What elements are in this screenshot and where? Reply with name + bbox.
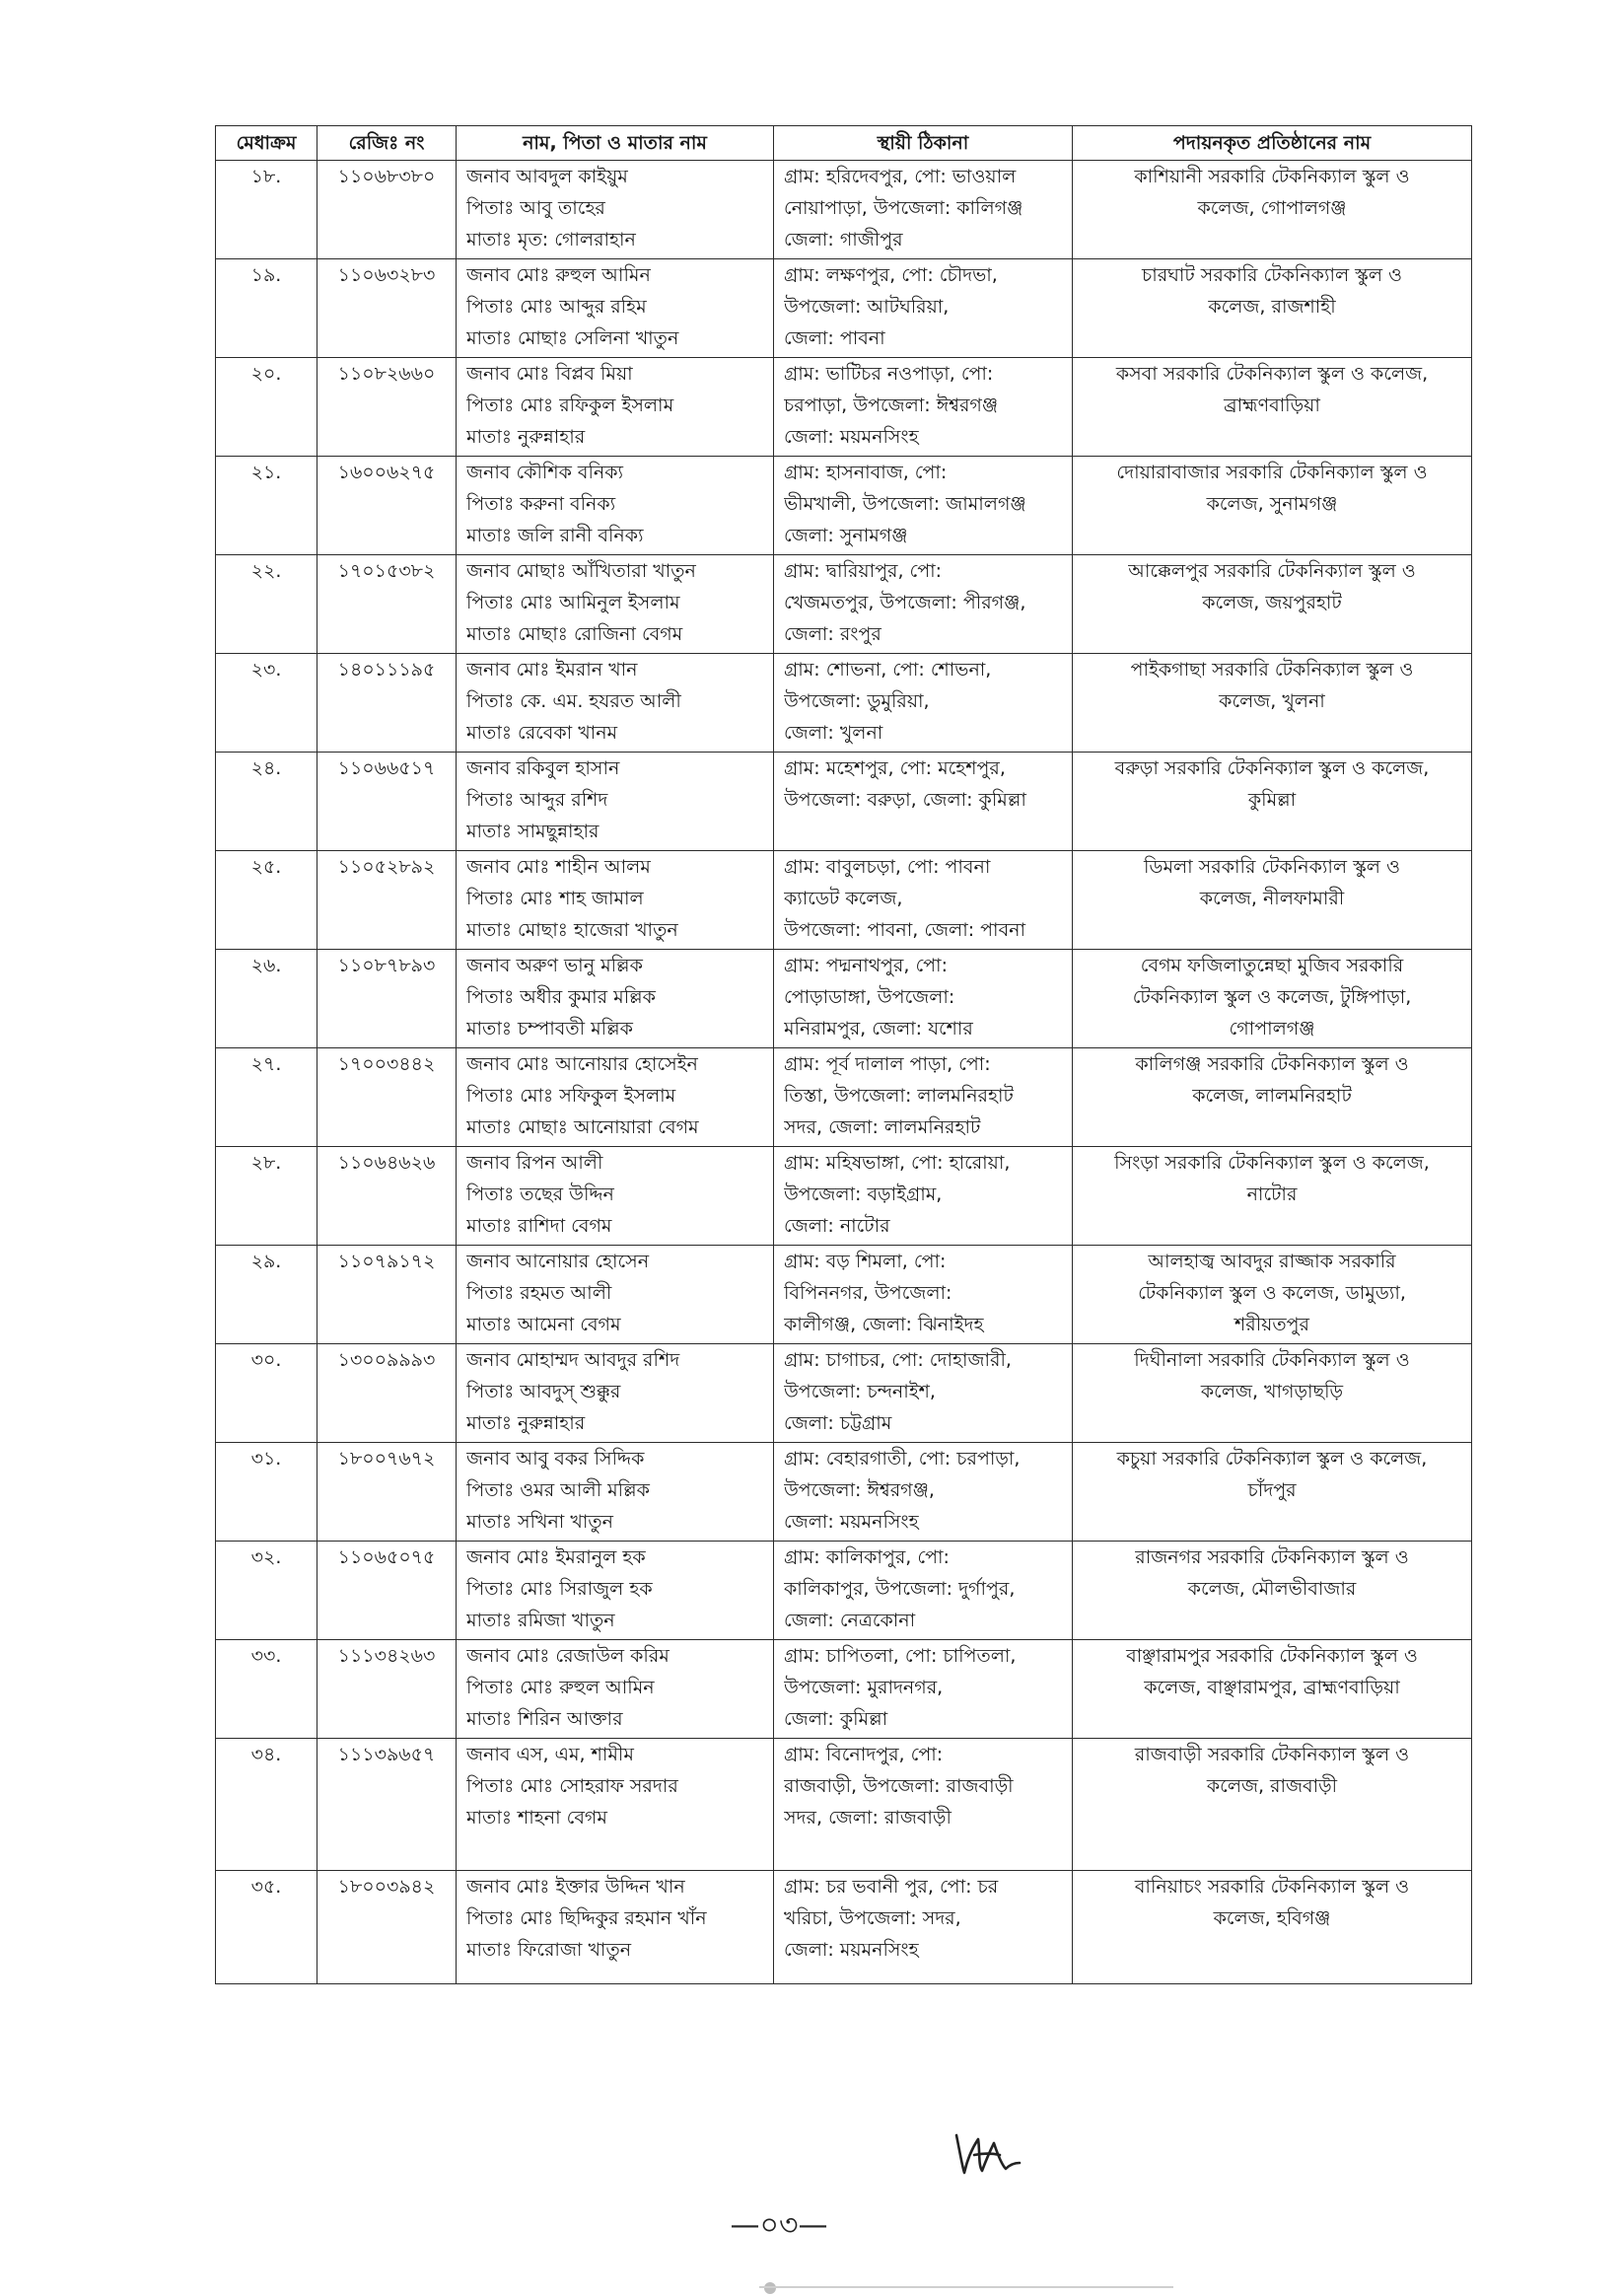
cell-address — [774, 753, 1073, 851]
cell-name-line: জনাব মোঃ বিপ্লব মিয়া — [466, 363, 633, 385]
cell-serial: ২১. — [216, 457, 317, 555]
table-row — [216, 457, 1472, 555]
table-row — [216, 1344, 1472, 1443]
cell-institution-line: রাজনগর সরকারি টেকনিক্যাল স্কুল ও — [1135, 1546, 1409, 1568]
cell-serial: ২০. — [216, 358, 317, 457]
cell-name-line: মাতাঃ সামছুন্নাহার — [466, 821, 599, 842]
header-serial: মেধাক্রম — [216, 126, 317, 161]
cell-serial: ২২. — [216, 555, 317, 654]
cell-address-line: জেলা: সুনামগঞ্জ — [784, 525, 908, 546]
table-row — [216, 1542, 1472, 1640]
cell-institution-line: টেকনিক্যাল স্কুল ও কলেজ, টুঙ্গিপাড়া, — [1132, 986, 1412, 1008]
cell-name — [457, 654, 774, 753]
cell-name — [457, 1048, 774, 1147]
cell-name-line: জনাব মোহাম্মদ আবদুর রশিদ — [466, 1349, 680, 1371]
cell-name — [457, 1246, 774, 1344]
cell-address-line: খরিচা, উপজেলা: সদর, — [784, 1907, 961, 1929]
cell-address-line: উপজেলা: পাবনা, জেলা: পাবনা — [784, 919, 1025, 941]
cell-name-line: পিতাঃ মোঃ সিরাজুল হক — [466, 1578, 653, 1600]
cell-name-line: মাতাঃ মোছাঃ রোজিনা বেগম — [466, 623, 683, 645]
cell-address-line: গ্রাম: হরিদেবপুর, পো: ভাওয়াল — [784, 166, 1017, 187]
cell-address-line: গ্রাম: চাগাচর, পো: দোহাজারী, — [784, 1349, 1012, 1371]
cell-name-line: পিতাঃ মোঃ সোহরাফ সরদার — [466, 1775, 678, 1797]
cell-name-line: জনাব মোঃ রেজাউল করিম — [466, 1645, 670, 1667]
cell-serial: ৩১. — [216, 1443, 317, 1542]
table-row — [216, 654, 1472, 753]
cell-institution — [1073, 1640, 1472, 1739]
cell-name-line: পিতাঃ ওমর আলী মল্লিক — [466, 1479, 650, 1501]
cell-name — [457, 1640, 774, 1739]
cell-name — [457, 1443, 774, 1542]
cell-institution-line: বাঞ্ছারামপুর সরকারি টেকনিক্যাল স্কুল ও — [1126, 1645, 1418, 1667]
table-row — [216, 851, 1472, 950]
cell-name-line: পিতাঃ আবু তাহের — [466, 197, 605, 219]
cell-institution-line: ডিমলা সরকারি টেকনিক্যাল স্কুল ও — [1144, 856, 1400, 878]
cell-address-line: গ্রাম: চর ভবানী পুর, পো: চর — [784, 1876, 999, 1898]
cell-reg-no: ১১০৬৮৩৮০ — [317, 161, 457, 259]
cell-institution-line: কাশিয়ানী সরকারি টেকনিক্যাল স্কুল ও — [1134, 166, 1410, 187]
cell-name-line: মাতাঃ আমেনা বেগম — [466, 1314, 621, 1335]
cell-reg-no: ১৮০০৭৬৭২ — [317, 1443, 457, 1542]
cell-address-line: উপজেলা: ঈশ্বরগঞ্জ, — [784, 1479, 935, 1501]
cell-institution-line: নাটোর — [1246, 1184, 1298, 1205]
cell-name-line: পিতাঃ মোঃ আমিনুল ইসলাম — [466, 592, 680, 613]
cell-name-line: জনাব মোঃ ইমরান খান — [466, 659, 638, 681]
cell-address-line: খেজমতপুর, উপজেলা: পীরগঞ্জ, — [784, 592, 1026, 613]
cell-institution — [1073, 1246, 1472, 1344]
cell-name-line: জনাব আবদুল কাইয়ুম — [466, 166, 628, 187]
cell-serial: ৩৫. — [216, 1871, 317, 1984]
cell-address — [774, 1443, 1073, 1542]
cell-name-line: পিতাঃ মোঃ রুহুল আমিন — [466, 1677, 655, 1698]
cell-institution-line: কসবা সরকারি টেকনিক্যাল স্কুল ও কলেজ, — [1115, 363, 1429, 385]
cell-name-line: পিতাঃ কে. এম. হযরত আলী — [466, 690, 681, 712]
cell-address-line: নোয়াপাড়া, উপজেলা: কালিগঞ্জ — [784, 197, 1023, 219]
cell-address-line: গ্রাম: কালিকাপুর, পো: — [784, 1546, 950, 1568]
cell-address-line: কালিকাপুর, উপজেলা: দুর্গাপুর, — [784, 1578, 1016, 1600]
cell-address-line: উপজেলা: বড়াইগ্রাম, — [784, 1184, 943, 1205]
cell-name — [457, 1739, 774, 1871]
cell-address-line: জেলা: চট্টগ্রাম — [784, 1412, 892, 1434]
cell-name — [457, 161, 774, 259]
cell-serial: ৩০. — [216, 1344, 317, 1443]
cell-institution-line: কচুয়া সরকারি টেকনিক্যাল স্কুল ও কলেজ, — [1116, 1448, 1428, 1470]
cell-name-line: জনাব রিপন আলী — [466, 1152, 603, 1174]
cell-institution-line: বানিয়াচং সরকারি টেকনিক্যাল স্কুল ও — [1134, 1876, 1410, 1898]
cell-institution — [1073, 1542, 1472, 1640]
cell-address — [774, 259, 1073, 358]
cell-name-line: পিতাঃ তছের উদ্দিন — [466, 1184, 614, 1205]
cell-name-line: মাতাঃ মৃত: গোলরাহান — [466, 229, 636, 251]
cell-address-line: কালীগঞ্জ, জেলা: ঝিনাইদহ — [784, 1314, 984, 1335]
cell-institution — [1073, 1443, 1472, 1542]
cell-name-line: পিতাঃ মোঃ সফিকুল ইসলাম — [466, 1085, 676, 1107]
cell-address-line: উপজেলা: বরুড়া, জেলা: কুমিল্লা — [784, 789, 1026, 811]
cell-address-line: গ্রাম: ভাটিচর নওপাড়া, পো: — [784, 363, 994, 385]
cell-name-line: পিতাঃ রহমত আলী — [466, 1282, 612, 1304]
cell-address-line: জেলা: কুমিল্লা — [784, 1708, 888, 1730]
cell-reg-no: ১১০৬৫০৭৫ — [317, 1542, 457, 1640]
cell-name-line: মাতাঃ মোছাঃ আনোয়ারা বেগম — [466, 1116, 699, 1138]
cell-name-line: জনাব কৌশিক বনিক্য — [466, 462, 624, 483]
cell-institution-line: টেকনিক্যাল স্কুল ও কলেজ, ডামুড্যা, — [1138, 1282, 1406, 1304]
cell-address-line: জেলা: খুলনা — [784, 722, 883, 744]
cell-address-line: গ্রাম: শোভনা, পো: শোভনা, — [784, 659, 992, 681]
cell-name-line: পিতাঃ আব্দুর রশিদ — [466, 789, 608, 811]
cell-institution-line: দোয়ারাবাজার সরকারি টেকনিক্যাল স্কুল ও — [1116, 462, 1428, 483]
cell-address-line: জেলা: ময়মনসিংহ — [784, 1939, 919, 1961]
cell-address-line: গ্রাম: পদ্মনাথপুর, পো: — [784, 955, 948, 976]
cell-name-line: মাতাঃ মোছাঃ হাজেরা খাতুন — [466, 919, 678, 941]
cell-institution — [1073, 259, 1472, 358]
cell-name-line: জনাব আবু বকর সিদ্দিক — [466, 1448, 645, 1470]
page-number: —০৩— — [730, 2208, 828, 2243]
cell-institution — [1073, 1871, 1472, 1984]
cell-address-line: গ্রাম: লক্ষণপুর, পো: চৌদভা, — [784, 264, 998, 286]
table-row — [216, 950, 1472, 1048]
cell-address — [774, 851, 1073, 950]
cell-name-line: মাতাঃ জলি রানী বনিক্য — [466, 525, 644, 546]
cell-name-line: জনাব মোঃ ইমরানুল হক — [466, 1546, 646, 1568]
cell-address — [774, 1871, 1073, 1984]
cell-institution-line: কলেজ, খাগড়াছড়ি — [1200, 1381, 1344, 1402]
cell-institution-line: কলেজ, লালমনিরহাট — [1192, 1085, 1352, 1107]
cell-name-line: জনাব মোঃ আনোয়ার হোসেইন — [466, 1053, 698, 1075]
cell-reg-no: ১৭০০৩৪৪২ — [317, 1048, 457, 1147]
cell-name — [457, 851, 774, 950]
cell-reg-no: ১১০৬৩২৮৩ — [317, 259, 457, 358]
appointment-table — [215, 125, 1472, 1984]
cell-institution-line: কলেজ, রাজবাড়ী — [1206, 1775, 1338, 1797]
cell-reg-no: ১১০৬৪৬২৬ — [317, 1147, 457, 1246]
cell-institution — [1073, 555, 1472, 654]
cell-institution-line: কলেজ, জয়পুরহাট — [1202, 592, 1342, 613]
cell-address-line: ভীমখালী, উপজেলা: জামালগঞ্জ — [784, 493, 1026, 515]
header-name: নাম, পিতা ও মাতার নাম — [457, 126, 774, 161]
cell-serial: ১৮. — [216, 161, 317, 259]
cell-reg-no: ১১১৩৪২৬৩ — [317, 1640, 457, 1739]
header-reg-no: রেজিঃ নং — [317, 126, 457, 161]
cell-serial: ২৮. — [216, 1147, 317, 1246]
cell-address-line: গ্রাম: চাপিতলা, পো: চাপিতলা, — [784, 1645, 1017, 1667]
table-header-row — [216, 126, 1472, 161]
table-row — [216, 555, 1472, 654]
cell-name-line: মাতাঃ শিরিন আক্তার — [466, 1708, 623, 1730]
cell-name — [457, 1542, 774, 1640]
cell-reg-no: ১১১৩৯৬৫৭ — [317, 1739, 457, 1871]
cell-reg-no: ১১০৭৯১৭২ — [317, 1246, 457, 1344]
cell-address-line: জেলা: ময়মনসিংহ — [784, 1511, 919, 1533]
cell-address — [774, 1542, 1073, 1640]
cell-address-line: উপজেলা: মুরাদনগর, — [784, 1677, 944, 1698]
cell-name — [457, 950, 774, 1048]
table-body — [216, 161, 1472, 1984]
cell-address — [774, 1344, 1073, 1443]
cell-serial: ২৫. — [216, 851, 317, 950]
cell-address-line: উপজেলা: আটঘরিয়া, — [784, 296, 950, 318]
cell-address — [774, 1147, 1073, 1246]
cell-name-line: জনাব মোঃ রুহুল আমিন — [466, 264, 651, 286]
cell-address-line: রাজবাড়ী, উপজেলা: রাজবাড়ী — [784, 1775, 1014, 1797]
signature-mark — [949, 2125, 1025, 2181]
cell-institution — [1073, 950, 1472, 1048]
cell-name — [457, 1147, 774, 1246]
cell-institution-line: কলেজ, মৌলভীবাজার — [1187, 1578, 1357, 1600]
cell-name-line: মাতাঃ রাশিদা বেগম — [466, 1215, 612, 1237]
cell-reg-no: ১১০৫২৮৯২ — [317, 851, 457, 950]
cell-address-line: জেলা: পাবনা — [784, 327, 885, 349]
cell-address-line: গ্রাম: মহিষভাঙ্গা, পো: হারোয়া, — [784, 1152, 1011, 1174]
cell-address — [774, 457, 1073, 555]
cell-name-line: পিতাঃ মোঃ আব্দুর রহিম — [466, 296, 647, 318]
cell-address-line: জেলা: রংপুর — [784, 623, 882, 645]
cell-institution — [1073, 851, 1472, 950]
cell-serial: ৩৪. — [216, 1739, 317, 1871]
cell-serial: ১৯. — [216, 259, 317, 358]
cell-institution-line: শরীয়তপুর — [1234, 1314, 1309, 1335]
cell-name — [457, 555, 774, 654]
cell-name-line: মাতাঃ নুরুন্নাহার — [466, 426, 586, 448]
cell-name-line: মাতাঃ রেবেকা খানম — [466, 722, 618, 744]
cell-reg-no: ১৪০১১১৯৫ — [317, 654, 457, 753]
cell-institution-line: বরুড়া সরকারি টেকনিক্যাল স্কুল ও কলেজ, — [1114, 757, 1430, 779]
cell-serial: ২৩. — [216, 654, 317, 753]
cell-name-line: পিতাঃ আবদুস্ শুক্কুর — [466, 1381, 621, 1402]
cell-institution-line: পাইকগাছা সরকারি টেকনিক্যাল স্কুল ও — [1130, 659, 1414, 681]
cell-institution-line: রাজবাড়ী সরকারি টেকনিক্যাল স্কুল ও — [1134, 1744, 1410, 1765]
cell-reg-no: ১১০৬৬৫১৭ — [317, 753, 457, 851]
cell-reg-no: ১১০৮২৬৬০ — [317, 358, 457, 457]
cell-name — [457, 259, 774, 358]
cell-name-line: মাতাঃ রমিজা খাতুন — [466, 1610, 615, 1631]
cell-address-line: গ্রাম: বিনোদপুর, পো: — [784, 1744, 944, 1765]
cell-institution-line: চাঁদপুর — [1247, 1479, 1297, 1501]
cell-address-line: ক্যাডেট কলেজ, — [784, 888, 903, 909]
cell-name-line: পিতাঃ অধীর কুমার মল্লিক — [466, 986, 656, 1008]
cell-address-line: উপজেলা: চন্দনাইশ, — [784, 1381, 936, 1402]
cell-serial: ২৯. — [216, 1246, 317, 1344]
cell-address — [774, 950, 1073, 1048]
cell-address-line: গ্রাম: হাসনাবাজ, পো: — [784, 462, 948, 483]
cell-name-line: পিতাঃ মোঃ রফিকুল ইসলাম — [466, 395, 674, 416]
cell-name — [457, 457, 774, 555]
table-row — [216, 1147, 1472, 1246]
cell-institution — [1073, 1147, 1472, 1246]
table-row — [216, 1739, 1472, 1871]
cell-address-line: সদর, জেলা: রাজবাড়ী — [784, 1807, 952, 1829]
cell-address — [774, 1048, 1073, 1147]
cell-institution — [1073, 1344, 1472, 1443]
cell-reg-no: ১৮০০৩৯৪২ — [317, 1871, 457, 1984]
header-institution: পদায়নকৃত প্রতিষ্ঠানের নাম — [1073, 126, 1472, 161]
cell-address — [774, 1739, 1073, 1871]
table-row — [216, 259, 1472, 358]
cell-institution-line: আক্কেলপুর সরকারি টেকনিক্যাল স্কুল ও — [1128, 560, 1416, 582]
cell-address-line: বিপিননগর, উপজেলা: — [784, 1282, 952, 1304]
table-row — [216, 1246, 1472, 1344]
cell-institution-line: কলেজ, গোপালগঞ্জ — [1197, 197, 1347, 219]
cell-address-line: সদর, জেলা: লালমনিরহাট — [784, 1116, 981, 1138]
cell-address-line: পোড়াডাঙ্গা, উপজেলা: — [784, 986, 955, 1008]
cell-address — [774, 1246, 1073, 1344]
cell-institution — [1073, 457, 1472, 555]
cell-name-line: মাতাঃ মোছাঃ সেলিনা খাতুন — [466, 327, 679, 349]
cell-address — [774, 555, 1073, 654]
cell-address-line: জেলা: গাজীপুর — [784, 229, 903, 251]
cell-name-line: মাতাঃ চম্পাবতী মল্লিক — [466, 1018, 633, 1040]
cell-name — [457, 1344, 774, 1443]
cell-reg-no: ১৭০১৫৩৮২ — [317, 555, 457, 654]
cell-reg-no: ১১০৮৭৮৯৩ — [317, 950, 457, 1048]
cell-name-line: জনাব মোছাঃ আঁখিতারা খাতুন — [466, 560, 696, 582]
cell-institution-line: দিঘীনালা সরকারি টেকনিক্যাল স্কুল ও — [1134, 1349, 1410, 1371]
cell-address — [774, 654, 1073, 753]
cell-institution-line: বেগম ফজিলাতুন্নেছা মুজিব সরকারি — [1140, 955, 1404, 976]
cell-institution — [1073, 1048, 1472, 1147]
cell-institution-line: কলেজ, হবিগঞ্জ — [1213, 1907, 1331, 1929]
cell-address-line: উপজেলা: ডুমুরিয়া, — [784, 690, 930, 712]
cell-name-line: মাতাঃ সখিনা খাতুন — [466, 1511, 613, 1533]
cell-serial: ২৭. — [216, 1048, 317, 1147]
cell-name-line: পিতাঃ করুনা বনিক্য — [466, 493, 616, 515]
cell-name-line: পিতাঃ মোঃ ছিদ্দিকুর রহমান খাঁন — [466, 1907, 707, 1929]
cell-name — [457, 1871, 774, 1984]
cell-institution — [1073, 654, 1472, 753]
cell-name-line: পিতাঃ মোঃ শাহ জামাল — [466, 888, 644, 909]
cell-reg-no: ১৬০০৬২৭৫ — [317, 457, 457, 555]
cell-address-line: গ্রাম: বড় শিমলা, পো: — [784, 1251, 947, 1272]
cell-institution-line: কলেজ, খুলনা — [1219, 690, 1325, 712]
table-row — [216, 1048, 1472, 1147]
cell-address — [774, 358, 1073, 457]
cell-institution-line: কলেজ, রাজশাহী — [1208, 296, 1336, 318]
cell-institution — [1073, 161, 1472, 259]
cell-serial: ২৬. — [216, 950, 317, 1048]
cell-institution-line: ব্রাহ্মণবাড়িয়া — [1224, 395, 1320, 416]
cell-serial: ৩২. — [216, 1542, 317, 1640]
table-row — [216, 753, 1472, 851]
cell-institution-line: চারঘাট সরকারি টেকনিক্যাল স্কুল ও — [1141, 264, 1403, 286]
cell-address-line: গ্রাম: বাবুলচড়া, পো: পাবনা — [784, 856, 991, 878]
cell-name-line: জনাব মোঃ শাহীন আলম — [466, 856, 651, 878]
cell-name-line: জনাব রকিবুল হাসান — [466, 757, 620, 779]
cell-institution — [1073, 1739, 1472, 1871]
cell-address-line: গ্রাম: বেহারগাতী, পো: চরপাড়া, — [784, 1448, 1021, 1470]
cell-institution-line: কলেজ, বাঞ্ছারামপুর, ব্রাহ্মণবাড়িয়া — [1144, 1677, 1400, 1698]
cell-institution — [1073, 753, 1472, 851]
header-address: স্থায়ী ঠিকানা — [774, 126, 1073, 161]
cell-serial: ৩৩. — [216, 1640, 317, 1739]
cell-institution-line: কালিগঞ্জ সরকারি টেকনিক্যাল স্কুল ও — [1135, 1053, 1409, 1075]
cell-address-line: তিস্তা, উপজেলা: লালমনিরহাট — [784, 1085, 1014, 1107]
cell-name-line: জনাব এস, এম, শামীম — [466, 1744, 634, 1765]
cell-name-line: জনাব অরুণ ভানু মল্লিক — [466, 955, 643, 976]
cell-name-line: মাতাঃ শাহনা বেগম — [466, 1807, 607, 1829]
cell-address-line: গ্রাম: পূর্ব দালাল পাড়া, পো: — [784, 1053, 991, 1075]
cell-address — [774, 1640, 1073, 1739]
cell-address-line: গ্রাম: দ্বারিয়াপুর, পো: — [784, 560, 943, 582]
cell-address-line: গ্রাম: মহেশপুর, পো: মহেশপুর, — [784, 757, 1006, 779]
cell-institution-line: আলহাজ্ব আবদুর রাজ্জাক সরকারি — [1148, 1251, 1396, 1272]
cell-reg-no: ১৩০০৯৯৯৩ — [317, 1344, 457, 1443]
cell-address — [774, 161, 1073, 259]
cell-institution-line: কলেজ, সুনামগঞ্জ — [1206, 493, 1338, 515]
table-row — [216, 358, 1472, 457]
cell-name — [457, 358, 774, 457]
scan-edge-line — [759, 2286, 1173, 2292]
cell-address-line: জেলা: নাটোর — [784, 1215, 890, 1237]
cell-name-line: মাতাঃ নুরুন্নাহার — [466, 1412, 586, 1434]
cell-institution-line: কলেজ, নীলফামারী — [1199, 888, 1345, 909]
cell-address-line: জেলা: ময়মনসিংহ — [784, 426, 919, 448]
cell-name-line: মাতাঃ ফিরোজা খাতুন — [466, 1939, 632, 1961]
cell-institution-line: গোপালগঞ্জ — [1229, 1018, 1315, 1040]
cell-address-line: জেলা: নেত্রকোনা — [784, 1610, 916, 1631]
cell-institution — [1073, 358, 1472, 457]
cell-name — [457, 753, 774, 851]
cell-address-line: চরপাড়া, উপজেলা: ঈশ্বরগঞ্জ — [784, 395, 999, 416]
table-row — [216, 1871, 1472, 1984]
table-row — [216, 1443, 1472, 1542]
cell-serial: ২৪. — [216, 753, 317, 851]
cell-institution-line: কুমিল্লা — [1247, 789, 1297, 811]
table-row — [216, 1640, 1472, 1739]
cell-address-line: মনিরামপুর, জেলা: যশোর — [784, 1018, 973, 1040]
cell-name-line: জনাব মোঃ ইক্তার উদ্দিন খান — [466, 1876, 685, 1898]
cell-institution-line: সিংড়া সরকারি টেকনিক্যাল স্কুল ও কলেজ, — [1114, 1152, 1430, 1174]
cell-name-line: জনাব আনোয়ার হোসেন — [466, 1251, 650, 1272]
faint-scan-header — [725, 59, 892, 69]
table-row — [216, 161, 1472, 259]
